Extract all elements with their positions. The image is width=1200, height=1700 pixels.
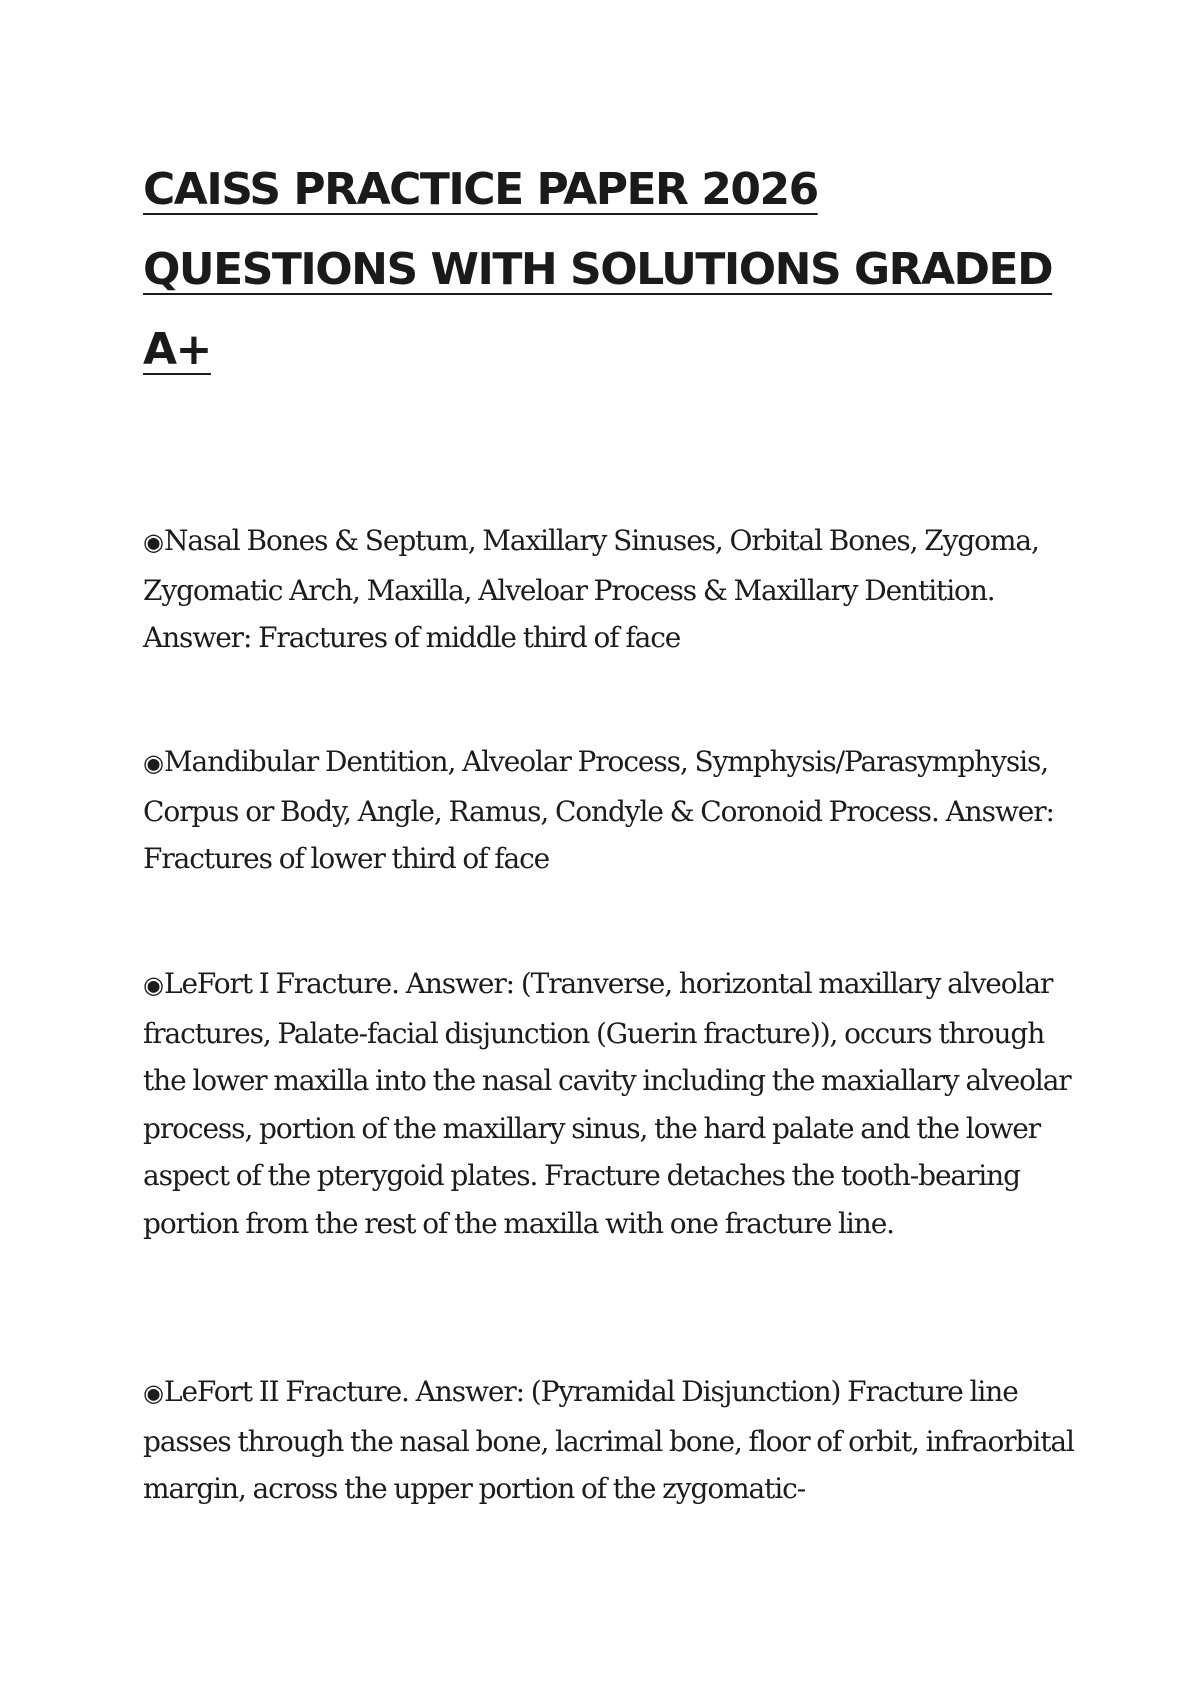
answer-label: Answer: xyxy=(143,621,252,654)
question-text: Nasal Bones & Septum, Maxillary Sinuses, Orbital Bones, Zygoma, Zygomatic Arch, Maxilla, Alveloar Process & Maxillary Dentition. xyxy=(143,524,1039,607)
answer-text: Fractures of middle third of face xyxy=(258,621,681,654)
qa-item xyxy=(143,1368,1083,1513)
answer-text: (Tranverse, horizontal maxillary alveolar fractures, Palate-facial disjunction (Guerin fracture)), occurs through the lower maxilla into the nasal cavity including the maxiallary alveolar process, portion of the maxillary sinus, the hard palate and the lower aspect of the pterygoid plates. Fracture detaches the tooth-bearing portion from the rest of the maxilla with one fracture line. xyxy=(143,967,1071,1240)
answer-text: (Pyramidal Disjunction) Fracture line passes through the nasal bone, lacrimal bone, floor of orbit, infraorbital margin, across the upper portion of the zygomatic- xyxy=(143,1375,1074,1505)
question-text: LeFort II Fracture. xyxy=(163,1375,409,1408)
qa-item xyxy=(143,738,1083,883)
bullet-icon: ◉ xyxy=(143,971,164,999)
bullet-icon: ◉ xyxy=(143,528,164,556)
document-title: CAISS PRACTICE PAPER 2026 QUESTIONS WITH SOLUTIONS GRADED A+ xyxy=(143,164,1053,375)
question-text: LeFort I Fracture. xyxy=(163,967,399,1000)
answer-label: Answer: xyxy=(945,794,1054,828)
qa-item xyxy=(143,517,1083,662)
bullet-icon: ◉ xyxy=(143,1379,164,1407)
answer-label: Answer: xyxy=(405,967,514,1000)
qa-item xyxy=(143,960,1083,1247)
bullet-icon: ◉ xyxy=(143,749,164,777)
answer-label: Answer: xyxy=(415,1375,524,1408)
answer-text: Fractures of lower third of face xyxy=(143,842,550,875)
question-text: Mandibular Dentition, Alveolar Process, Symphysis/Parasymphysis, Corpus or Body, Angle, Ramus, Condyle & Coronoid Process. xyxy=(143,745,1049,828)
